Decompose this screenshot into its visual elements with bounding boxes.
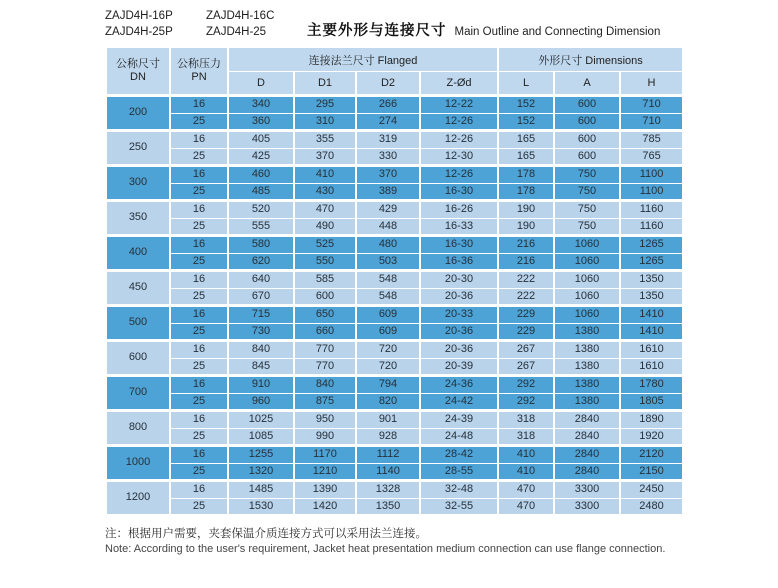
value-cell: 190 <box>498 201 554 219</box>
value-cell: 1390 <box>294 481 356 499</box>
value-cell: 600 <box>554 148 620 166</box>
value-cell: 1060 <box>554 306 620 324</box>
table-row <box>106 446 683 464</box>
value-cell: 152 <box>498 113 554 131</box>
value-cell: 840 <box>294 376 356 394</box>
pn-cell: 16 <box>170 481 228 499</box>
table-body <box>106 96 683 515</box>
value-cell: 267 <box>498 358 554 376</box>
value-cell: 875 <box>294 393 356 411</box>
header-row-groups <box>106 48 683 72</box>
header-col-zod: Z-Ød <box>420 72 498 96</box>
header-dn <box>106 48 170 96</box>
pn-cell: 16 <box>170 271 228 289</box>
header-pn-cn: 公称压力 <box>177 58 221 70</box>
pn-cell: 25 <box>170 463 228 481</box>
header-col-a: A <box>554 72 620 96</box>
value-cell: 1100 <box>620 183 683 201</box>
value-cell: 32-48 <box>420 481 498 499</box>
dn-cell: 400 <box>106 236 170 271</box>
dn-cell: 700 <box>106 376 170 411</box>
value-cell: 24-42 <box>420 393 498 411</box>
table-row <box>106 393 683 411</box>
value-cell: 585 <box>294 271 356 289</box>
pn-cell: 25 <box>170 113 228 131</box>
value-cell: 20-36 <box>420 288 498 306</box>
value-cell: 670 <box>228 288 294 306</box>
value-cell: 24-39 <box>420 411 498 429</box>
value-cell: 1380 <box>554 323 620 341</box>
value-cell: 950 <box>294 411 356 429</box>
value-cell: 785 <box>620 131 683 149</box>
header-dn-en: DN <box>130 71 146 83</box>
pn-cell: 25 <box>170 498 228 515</box>
table-row <box>106 131 683 149</box>
value-cell: 229 <box>498 306 554 324</box>
value-cell: 525 <box>294 236 356 254</box>
value-cell: 16-30 <box>420 183 498 201</box>
value-cell: 770 <box>294 341 356 359</box>
value-cell: 1255 <box>228 446 294 464</box>
value-cell: 330 <box>356 148 420 166</box>
value-cell: 20-39 <box>420 358 498 376</box>
value-cell: 2840 <box>554 446 620 464</box>
table-row <box>106 166 683 184</box>
value-cell: 580 <box>228 236 294 254</box>
value-cell: 32-55 <box>420 498 498 515</box>
value-cell: 20-36 <box>420 323 498 341</box>
value-cell: 1060 <box>554 253 620 271</box>
value-cell: 1780 <box>620 376 683 394</box>
value-cell: 765 <box>620 148 683 166</box>
value-cell: 1328 <box>356 481 420 499</box>
value-cell: 1060 <box>554 288 620 306</box>
value-cell: 12-30 <box>420 148 498 166</box>
header-flanged: 连接法兰尺寸 Flanged <box>228 48 498 72</box>
value-cell: 292 <box>498 376 554 394</box>
value-cell: 16-26 <box>420 201 498 219</box>
value-cell: 600 <box>554 131 620 149</box>
value-cell: 720 <box>356 358 420 376</box>
value-cell: 1350 <box>620 271 683 289</box>
value-cell: 216 <box>498 253 554 271</box>
value-cell: 410 <box>498 463 554 481</box>
dn-cell: 800 <box>106 411 170 446</box>
pn-cell: 16 <box>170 306 228 324</box>
dn-cell: 450 <box>106 271 170 306</box>
value-cell: 165 <box>498 148 554 166</box>
value-cell: 750 <box>554 183 620 201</box>
value-cell: 548 <box>356 288 420 306</box>
value-cell: 1025 <box>228 411 294 429</box>
value-cell: 2840 <box>554 463 620 481</box>
value-cell: 640 <box>228 271 294 289</box>
value-cell: 1380 <box>554 393 620 411</box>
value-cell: 548 <box>356 271 420 289</box>
table-row <box>106 376 683 394</box>
value-cell: 318 <box>498 428 554 446</box>
value-cell: 389 <box>356 183 420 201</box>
footnotes <box>105 527 685 557</box>
value-cell: 470 <box>498 498 554 515</box>
value-cell: 12-26 <box>420 113 498 131</box>
value-cell: 318 <box>498 411 554 429</box>
value-cell: 550 <box>294 253 356 271</box>
value-cell: 460 <box>228 166 294 184</box>
model-list <box>105 8 307 40</box>
value-cell: 1140 <box>356 463 420 481</box>
table-row <box>106 323 683 341</box>
value-cell: 3300 <box>554 481 620 499</box>
dn-cell: 1200 <box>106 481 170 515</box>
header-col-d1: D1 <box>294 72 356 96</box>
table-row <box>106 498 683 515</box>
table-head <box>106 48 683 96</box>
value-cell: 292 <box>498 393 554 411</box>
header-dn-cn: 公称尺寸 <box>116 58 160 70</box>
dimension-table <box>105 47 684 515</box>
value-cell: 1485 <box>228 481 294 499</box>
pn-cell: 16 <box>170 376 228 394</box>
value-cell: 2840 <box>554 411 620 429</box>
note-cn: 注：根据用户需要，夹套保温介质连接方式可以采用法兰连接。 <box>105 528 427 540</box>
model-name: ZAJD4H-25 <box>206 26 267 38</box>
header-dimensions: 外形尺寸 Dimensions <box>498 48 683 72</box>
value-cell: 12-26 <box>420 166 498 184</box>
pn-cell: 25 <box>170 148 228 166</box>
value-cell: 750 <box>554 218 620 236</box>
value-cell: 24-48 <box>420 428 498 446</box>
value-cell: 485 <box>228 183 294 201</box>
value-cell: 2450 <box>620 481 683 499</box>
value-cell: 715 <box>228 306 294 324</box>
value-cell: 1380 <box>554 341 620 359</box>
pn-cell: 16 <box>170 236 228 254</box>
value-cell: 794 <box>356 376 420 394</box>
value-cell: 520 <box>228 201 294 219</box>
value-cell: 1060 <box>554 236 620 254</box>
value-cell: 1100 <box>620 166 683 184</box>
pn-cell: 16 <box>170 201 228 219</box>
value-cell: 340 <box>228 96 294 114</box>
value-cell: 12-22 <box>420 96 498 114</box>
value-cell: 2150 <box>620 463 683 481</box>
pn-cell: 16 <box>170 131 228 149</box>
value-cell: 1160 <box>620 201 683 219</box>
value-cell: 310 <box>294 113 356 131</box>
pn-cell: 16 <box>170 166 228 184</box>
table-row <box>106 148 683 166</box>
dn-cell: 1000 <box>106 446 170 481</box>
value-cell: 1350 <box>620 288 683 306</box>
value-cell: 845 <box>228 358 294 376</box>
value-cell: 165 <box>498 131 554 149</box>
value-cell: 429 <box>356 201 420 219</box>
value-cell: 730 <box>228 323 294 341</box>
value-cell: 12-26 <box>420 131 498 149</box>
value-cell: 555 <box>228 218 294 236</box>
table-row <box>106 183 683 201</box>
value-cell: 216 <box>498 236 554 254</box>
value-cell: 960 <box>228 393 294 411</box>
value-cell: 152 <box>498 96 554 114</box>
pn-cell: 25 <box>170 183 228 201</box>
value-cell: 1420 <box>294 498 356 515</box>
table-row <box>106 428 683 446</box>
value-cell: 840 <box>228 341 294 359</box>
value-cell: 1410 <box>620 323 683 341</box>
model-name: ZAJD4H-25P <box>105 26 173 38</box>
dn-cell: 600 <box>106 341 170 376</box>
dn-cell: 200 <box>106 96 170 131</box>
value-cell: 820 <box>356 393 420 411</box>
value-cell: 660 <box>294 323 356 341</box>
value-cell: 1210 <box>294 463 356 481</box>
value-cell: 1380 <box>554 376 620 394</box>
value-cell: 370 <box>356 166 420 184</box>
value-cell: 2840 <box>554 428 620 446</box>
value-cell: 1170 <box>294 446 356 464</box>
pn-cell: 16 <box>170 96 228 114</box>
value-cell: 1112 <box>356 446 420 464</box>
table-row <box>106 236 683 254</box>
value-cell: 222 <box>498 288 554 306</box>
model-row <box>105 24 307 40</box>
value-cell: 355 <box>294 131 356 149</box>
model-name: ZAJD4H-16C <box>206 10 275 22</box>
value-cell: 770 <box>294 358 356 376</box>
header-col-d: D <box>228 72 294 96</box>
dn-cell: 300 <box>106 166 170 201</box>
table-row <box>106 341 683 359</box>
value-cell: 910 <box>228 376 294 394</box>
value-cell: 490 <box>294 218 356 236</box>
value-cell: 360 <box>228 113 294 131</box>
value-cell: 3300 <box>554 498 620 515</box>
pn-cell: 16 <box>170 411 228 429</box>
value-cell: 16-33 <box>420 218 498 236</box>
value-cell: 20-33 <box>420 306 498 324</box>
value-cell: 2480 <box>620 498 683 515</box>
value-cell: 1890 <box>620 411 683 429</box>
value-cell: 266 <box>356 96 420 114</box>
value-cell: 16-36 <box>420 253 498 271</box>
header-col-h: H <box>620 72 683 96</box>
value-cell: 600 <box>554 113 620 131</box>
value-cell: 178 <box>498 183 554 201</box>
content-area <box>105 8 685 557</box>
page-title-cn: 主要外形与连接尺寸 <box>307 23 447 39</box>
model-row <box>105 8 307 24</box>
value-cell: 710 <box>620 113 683 131</box>
pn-cell: 25 <box>170 323 228 341</box>
value-cell: 319 <box>356 131 420 149</box>
table-row <box>106 253 683 271</box>
pn-cell: 16 <box>170 341 228 359</box>
table-row <box>106 218 683 236</box>
table-row <box>106 96 683 114</box>
value-cell: 928 <box>356 428 420 446</box>
value-cell: 901 <box>356 411 420 429</box>
value-cell: 410 <box>498 446 554 464</box>
value-cell: 20-36 <box>420 341 498 359</box>
pn-cell: 25 <box>170 218 228 236</box>
value-cell: 24-36 <box>420 376 498 394</box>
value-cell: 750 <box>554 201 620 219</box>
value-cell: 448 <box>356 218 420 236</box>
table-row <box>106 306 683 324</box>
value-cell: 470 <box>498 481 554 499</box>
section-title <box>307 23 660 40</box>
value-cell: 1410 <box>620 306 683 324</box>
value-cell: 267 <box>498 341 554 359</box>
value-cell: 650 <box>294 306 356 324</box>
value-cell: 1060 <box>554 271 620 289</box>
value-cell: 600 <box>294 288 356 306</box>
value-cell: 600 <box>554 96 620 114</box>
note-en: Note: According to the user's requirement, Jacket heat presentation medium connection can use flange connection. <box>105 543 666 555</box>
value-cell: 1920 <box>620 428 683 446</box>
value-cell: 222 <box>498 271 554 289</box>
model-name: ZAJD4H-16P <box>105 10 173 22</box>
header-col-l: L <box>498 72 554 96</box>
value-cell: 1610 <box>620 341 683 359</box>
table-row <box>106 201 683 219</box>
value-cell: 710 <box>620 96 683 114</box>
dn-cell: 500 <box>106 306 170 341</box>
value-cell: 370 <box>294 148 356 166</box>
value-cell: 16-30 <box>420 236 498 254</box>
value-cell: 503 <box>356 253 420 271</box>
value-cell: 1265 <box>620 236 683 254</box>
dn-cell: 350 <box>106 201 170 236</box>
value-cell: 295 <box>294 96 356 114</box>
value-cell: 470 <box>294 201 356 219</box>
value-cell: 410 <box>294 166 356 184</box>
value-cell: 190 <box>498 218 554 236</box>
value-cell: 1160 <box>620 218 683 236</box>
value-cell: 990 <box>294 428 356 446</box>
pn-cell: 25 <box>170 288 228 306</box>
pn-cell: 25 <box>170 393 228 411</box>
value-cell: 1085 <box>228 428 294 446</box>
page-header <box>105 8 685 40</box>
value-cell: 609 <box>356 306 420 324</box>
pn-cell: 25 <box>170 428 228 446</box>
table-row <box>106 113 683 131</box>
table-row <box>106 463 683 481</box>
pn-cell: 25 <box>170 358 228 376</box>
value-cell: 1805 <box>620 393 683 411</box>
value-cell: 1265 <box>620 253 683 271</box>
value-cell: 609 <box>356 323 420 341</box>
header-col-d2: D2 <box>356 72 420 96</box>
value-cell: 28-42 <box>420 446 498 464</box>
value-cell: 480 <box>356 236 420 254</box>
value-cell: 620 <box>228 253 294 271</box>
dn-cell: 250 <box>106 131 170 166</box>
value-cell: 1530 <box>228 498 294 515</box>
pn-cell: 16 <box>170 446 228 464</box>
value-cell: 405 <box>228 131 294 149</box>
pn-cell: 25 <box>170 253 228 271</box>
table-row <box>106 288 683 306</box>
value-cell: 178 <box>498 166 554 184</box>
value-cell: 274 <box>356 113 420 131</box>
table-row <box>106 271 683 289</box>
table-row <box>106 481 683 499</box>
value-cell: 2120 <box>620 446 683 464</box>
value-cell: 229 <box>498 323 554 341</box>
page-title-en: Main Outline and Connecting Dimension <box>454 26 661 38</box>
value-cell: 28-55 <box>420 463 498 481</box>
value-cell: 425 <box>228 148 294 166</box>
table-row <box>106 358 683 376</box>
value-cell: 720 <box>356 341 420 359</box>
value-cell: 750 <box>554 166 620 184</box>
value-cell: 1320 <box>228 463 294 481</box>
header-pn-en: PN <box>191 71 207 83</box>
value-cell: 1380 <box>554 358 620 376</box>
header-pn <box>170 48 228 96</box>
value-cell: 20-30 <box>420 271 498 289</box>
value-cell: 1350 <box>356 498 420 515</box>
value-cell: 1610 <box>620 358 683 376</box>
value-cell: 430 <box>294 183 356 201</box>
table-row <box>106 411 683 429</box>
